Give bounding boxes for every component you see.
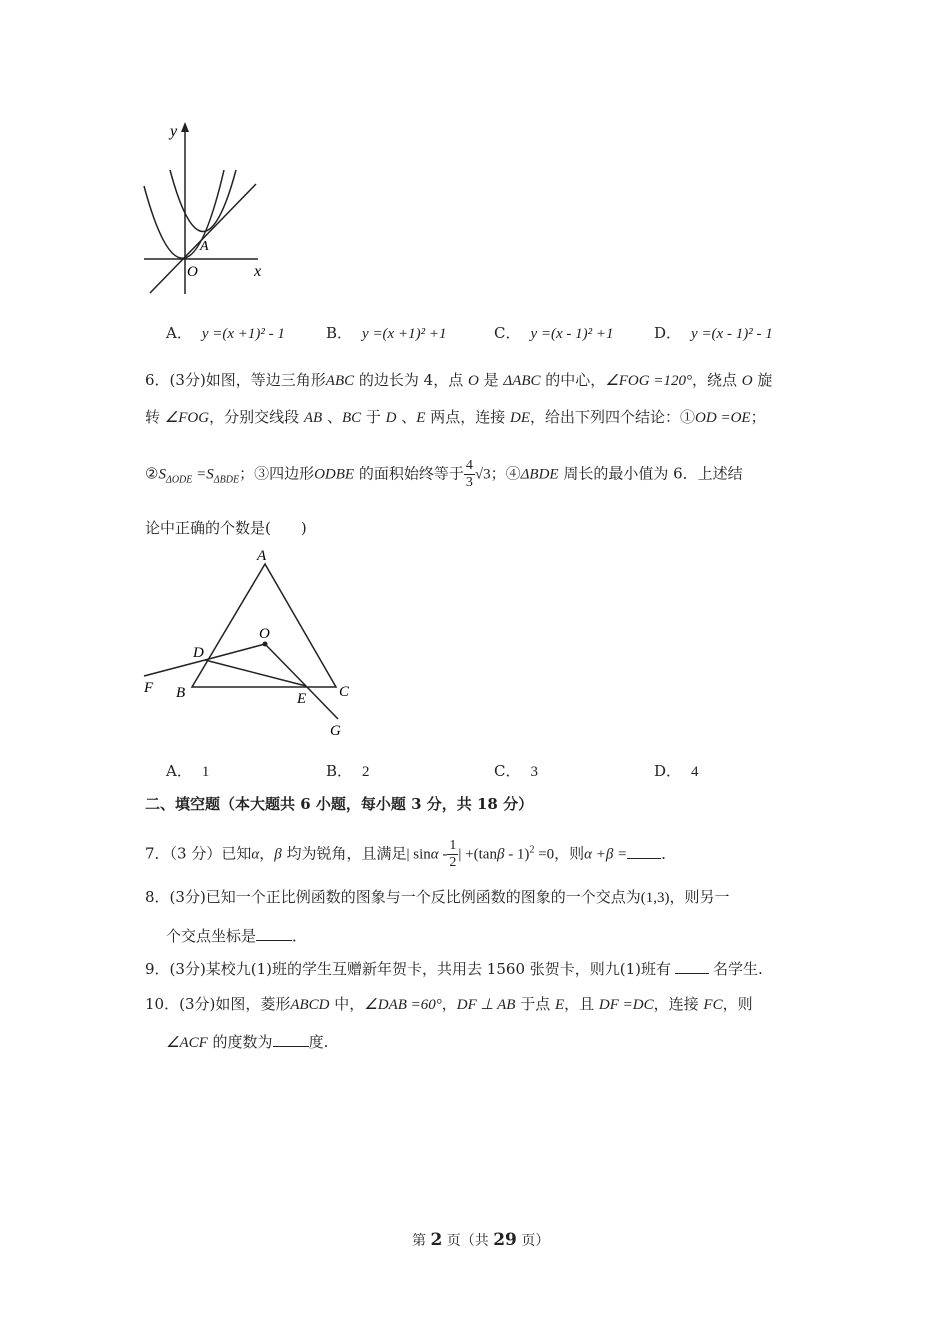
section-2-heading: 二、填空题（本大题共 6 小题，每小题 3 分，共 18 分）: [145, 795, 534, 813]
q6-fraction: $\frac{4}{3}$: [465, 458, 473, 490]
q5-option-b: B． y =(x +1)² +1: [326, 324, 447, 342]
fig-label-a: A: [257, 548, 267, 564]
q9-answer-blank[interactable]: [675, 959, 709, 974]
q6-option-a: A． 1: [166, 762, 210, 780]
fig-label-o: O: [259, 626, 270, 642]
q6-line-2: 转 ∠FOG，分别交线段 AB 、BC 于 D 、E 两点，连接 DE，给出下列四个结论：①OD =OE；: [145, 408, 766, 426]
triangle-figure: [140, 544, 365, 740]
q5-option-d: D． y =(x - 1)² - 1: [654, 324, 773, 342]
graph-point-a-label: A: [200, 239, 209, 254]
q8-answer-blank[interactable]: [256, 926, 292, 941]
q9-line: 9．(3分)某校九(1)班的学生互赠新年贺卡，共用去 1560 张贺卡，则九(1)班有 名学生.: [145, 960, 763, 978]
q10-answer-blank[interactable]: [273, 1032, 309, 1047]
q6-option-c: C． 3: [494, 762, 538, 780]
fig-label-f: F: [144, 680, 154, 696]
parabola-graph: [140, 118, 270, 298]
q6-line-3: $②S_{\Delta ODE} =S_{\Delta BDE}$；③四边形ODBE 的面积始终等于 $\frac{4}{3}$ √3；④ΔBDE 周长的最小值为 6．上述结: [145, 458, 743, 490]
q5-option-c: C． y =(x - 1)² +1: [494, 324, 614, 342]
page-footer: 第 2 页（共 29 页）: [412, 1230, 550, 1250]
q6-option-d: D． 4: [654, 762, 699, 780]
q7-answer-blank[interactable]: [627, 844, 661, 859]
q6-option-b: B． 2: [326, 762, 370, 780]
q10-line-1: 10．(3分)如图，菱形ABCD 中，∠DAB =60°，DF ⊥ AB 于点 E，且 DF =DC，连接 FC，则: [145, 995, 753, 1013]
q7-fraction: $\frac{1}{2}$: [449, 838, 457, 870]
graph-y-label: y: [170, 123, 178, 140]
q6-line-1: 6．(3分)如图，等边三角形ABC 的边长为 4，点 O 是 ΔABC 的中心，∠FOG =120°，绕点 O 旋: [145, 371, 773, 389]
q8-line-2: 个交点坐标是 ．: [166, 927, 308, 945]
q8-line-1: 8．(3分)已知一个正比例函数的图象与一个反比例函数的图象的一个交点为(1,3)，则另一: [145, 888, 730, 906]
q5-option-a: A． y =(x +1)² - 1: [166, 324, 285, 342]
q6-line-4: 论中正确的个数是( ): [145, 519, 307, 537]
graph-origin-label: O: [187, 264, 198, 280]
graph-x-label: x: [254, 263, 262, 280]
fig-label-d: D: [193, 645, 204, 661]
q7-line: 7．（3 分）已知α，β 均为锐角，且满足| sinα - $\frac{1}{2}$ | +(tanβ - 1)$^2$ =0，则α +β = ．: [145, 838, 677, 870]
fig-label-g: G: [330, 723, 341, 739]
fig-label-b: B: [176, 685, 186, 701]
fig-label-c: C: [339, 684, 350, 700]
fig-label-e: E: [297, 691, 307, 707]
q10-line-2: ∠ACF 的度数为 度.: [166, 1033, 329, 1051]
